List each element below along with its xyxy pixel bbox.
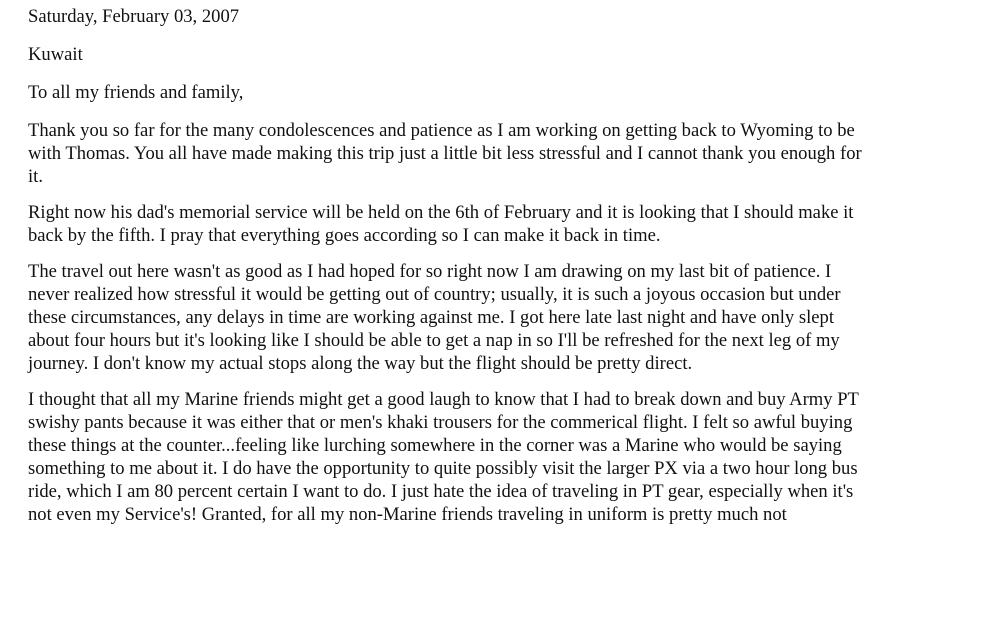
paragraph-4 bbox=[28, 388, 988, 526]
location-line: Kuwait bbox=[28, 44, 83, 65]
paragraph-line: these circumstances, any delays in time are working against me. I got here late last night and have only slept bbox=[28, 307, 834, 328]
paragraph-3 bbox=[28, 260, 988, 375]
date-line: Saturday, February 03, 2007 bbox=[28, 6, 240, 27]
paragraph-line: ride, which I am 80 percent certain I want to do. I just hate the idea of traveling in PT gear, especially when it's bbox=[28, 481, 854, 502]
paragraph-line: something to me about it. I do have the opportunity to quite possibly visit the larger PX via a two hour long bus bbox=[28, 458, 858, 479]
paragraph-line: The travel out here wasn't as good as I had hoped for so right now I am drawing on my last bit of patience. I bbox=[28, 261, 832, 282]
paragraph-line: not even my Service's! Granted, for all my non-Marine friends traveling in uniform is pretty much not bbox=[28, 504, 787, 525]
paragraph-line: it. bbox=[28, 166, 43, 187]
paragraph-line: swishy pants because it was either that or men's khaki trousers for the commerical flight. I felt so awful buying bbox=[28, 412, 853, 433]
paragraph-line: journey. I don't know my actual stops along the way but the flight should be pretty direct. bbox=[28, 353, 693, 374]
letter-page bbox=[28, 5, 988, 526]
paragraph-line: I thought that all my Marine friends might get a good laugh to know that I had to break down and buy Army PT bbox=[28, 389, 859, 410]
paragraph-line: never realized how stressful it would be getting out of country; usually, it is such a joyous occasion but under bbox=[28, 284, 841, 305]
paragraph-line: these things at the counter...feeling like lurching somewhere in the corner was a Marine who would be saying bbox=[28, 435, 842, 456]
letter-location bbox=[28, 43, 988, 66]
paragraph-line: Thank you so far for the many condolescences and patience as I am working on getting back to Wyoming to be bbox=[28, 120, 855, 141]
letter-greeting bbox=[28, 81, 988, 104]
letter-date bbox=[28, 5, 988, 28]
paragraph-line: back by the fifth. I pray that everything goes according so I can make it back in time. bbox=[28, 225, 661, 246]
paragraph-line: about four hours but it's looking like I should be able to get a nap in so I'll be refreshed for the next leg of my bbox=[28, 330, 840, 351]
paragraph-line: with Thomas. You all have made making this trip just a little bit less stressful and I cannot thank you enough for bbox=[28, 143, 862, 164]
paragraph-1 bbox=[28, 119, 988, 188]
greeting-line: To all my friends and family, bbox=[28, 82, 244, 103]
paragraph-2 bbox=[28, 201, 988, 247]
paragraph-line: Right now his dad's memorial service will be held on the 6th of February and it is looking that I should make it bbox=[28, 202, 854, 223]
